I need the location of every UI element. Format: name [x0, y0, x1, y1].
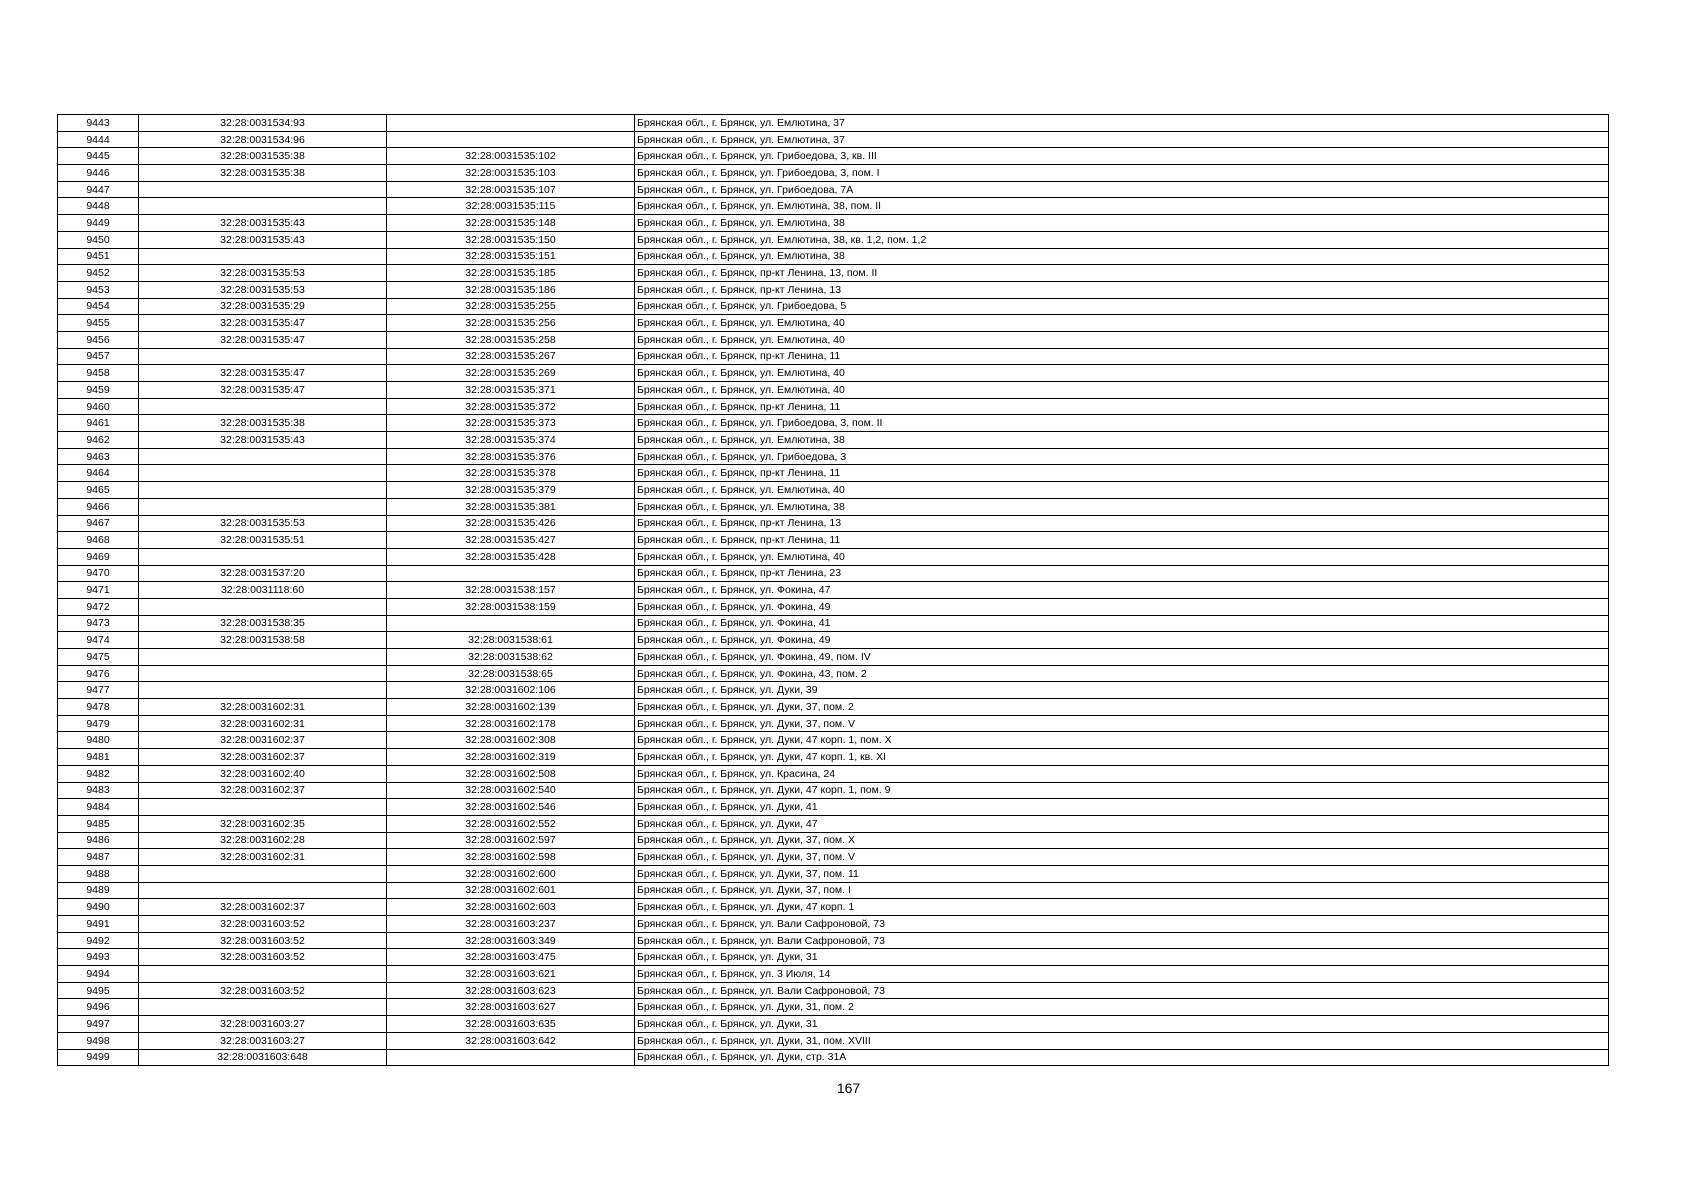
address-cell: Брянская обл., г. Брянск, пр-кт Ленина, 11: [635, 348, 1609, 365]
cadastral-number-cell: 32:28:0031535:53: [139, 265, 387, 282]
address-cell: Брянская обл., г. Брянск, ул. Дуки, 39: [635, 682, 1609, 699]
table-row: [58, 515, 1609, 532]
table-row: [58, 398, 1609, 415]
row-number-cell: 9443: [58, 115, 139, 132]
table-row: [58, 432, 1609, 449]
row-number-cell: 9465: [58, 482, 139, 499]
table-row: [58, 598, 1609, 615]
table-row: [58, 732, 1609, 749]
object-cadastral-number-cell: 32:28:0031538:157: [387, 582, 635, 599]
address-cell: Брянская обл., г. Брянск, ул. Дуки, 37, пом. V: [635, 715, 1609, 732]
object-cadastral-number-cell: 32:28:0031603:237: [387, 916, 635, 933]
row-number-cell: 9454: [58, 298, 139, 315]
table-row: [58, 148, 1609, 165]
row-number-cell: 9486: [58, 832, 139, 849]
object-cadastral-number-cell: 32:28:0031602:106: [387, 682, 635, 699]
object-cadastral-number-cell: 32:28:0031535:255: [387, 298, 635, 315]
cadastral-number-cell: [139, 882, 387, 899]
cadastral-number-cell: 32:28:0031535:43: [139, 231, 387, 248]
row-number-cell: 9479: [58, 715, 139, 732]
table-row: [58, 815, 1609, 832]
table-row: [58, 749, 1609, 766]
table-row: [58, 949, 1609, 966]
row-number-cell: 9463: [58, 448, 139, 465]
table-row: [58, 298, 1609, 315]
address-cell: Брянская обл., г. Брянск, пр-кт Ленина, 13, пом. II: [635, 265, 1609, 282]
address-cell: Брянская обл., г. Брянск, ул. Дуки, 37, пом. 2: [635, 699, 1609, 716]
table-row: [58, 932, 1609, 949]
object-cadastral-number-cell: 32:28:0031603:349: [387, 932, 635, 949]
cadastral-number-cell: 32:28:0031535:53: [139, 515, 387, 532]
table-row: [58, 532, 1609, 549]
row-number-cell: 9478: [58, 699, 139, 716]
row-number-cell: 9489: [58, 882, 139, 899]
row-number-cell: 9480: [58, 732, 139, 749]
cadastral-number-cell: [139, 649, 387, 666]
row-number-cell: 9467: [58, 515, 139, 532]
address-cell: Брянская обл., г. Брянск, ул. Фокина, 49, пом. IV: [635, 649, 1609, 666]
object-cadastral-number-cell: 32:28:0031535:269: [387, 365, 635, 382]
object-cadastral-number-cell: 32:28:0031602:139: [387, 699, 635, 716]
cadastral-number-cell: 32:28:0031602:35: [139, 815, 387, 832]
table-row: [58, 1049, 1609, 1066]
object-cadastral-number-cell: 32:28:0031535:256: [387, 315, 635, 332]
object-cadastral-number-cell: 32:28:0031602:178: [387, 715, 635, 732]
cadastral-number-cell: [139, 665, 387, 682]
table-row: [58, 248, 1609, 265]
address-cell: Брянская обл., г. Брянск, ул. Емлютина, 38, кв. 1,2, пом. 1,2: [635, 231, 1609, 248]
table-row: [58, 198, 1609, 215]
table-row: [58, 682, 1609, 699]
cadastral-number-cell: 32:28:0031535:47: [139, 382, 387, 399]
cadastral-number-cell: 32:28:0031603:52: [139, 932, 387, 949]
object-cadastral-number-cell: 32:28:0031535:115: [387, 198, 635, 215]
row-number-cell: 9448: [58, 198, 139, 215]
address-cell: Брянская обл., г. Брянск, ул. Фокина, 49: [635, 598, 1609, 615]
address-cell: Брянская обл., г. Брянск, ул. Вали Сафроновой, 73: [635, 916, 1609, 933]
table-row: [58, 482, 1609, 499]
row-number-cell: 9485: [58, 815, 139, 832]
row-number-cell: 9451: [58, 248, 139, 265]
cadastral-number-cell: 32:28:0031534:93: [139, 115, 387, 132]
address-cell: Брянская обл., г. Брянск, ул. Емлютина, 38, пом. II: [635, 198, 1609, 215]
address-cell: Брянская обл., г. Брянск, ул. Грибоедова, 7А: [635, 181, 1609, 198]
object-cadastral-number-cell: 32:28:0031535:426: [387, 515, 635, 532]
object-cadastral-number-cell: 32:28:0031602:598: [387, 849, 635, 866]
address-cell: Брянская обл., г. Брянск, ул. Грибоедова, 5: [635, 298, 1609, 315]
cadastral-number-cell: 32:28:0031535:47: [139, 365, 387, 382]
row-number-cell: 9490: [58, 899, 139, 916]
object-cadastral-number-cell: [387, 1049, 635, 1066]
address-cell: Брянская обл., г. Брянск, ул. Дуки, 37, пом. I: [635, 882, 1609, 899]
object-cadastral-number-cell: 32:28:0031535:427: [387, 532, 635, 549]
object-cadastral-number-cell: [387, 565, 635, 582]
row-number-cell: 9458: [58, 365, 139, 382]
table-row: [58, 465, 1609, 482]
row-number-cell: 9472: [58, 598, 139, 615]
row-number-cell: 9497: [58, 1016, 139, 1033]
address-cell: Брянская обл., г. Брянск, ул. Дуки, 47 корп. 1, пом. 9: [635, 782, 1609, 799]
cadastral-number-cell: [139, 465, 387, 482]
row-number-cell: 9450: [58, 231, 139, 248]
object-cadastral-number-cell: 32:28:0031603:475: [387, 949, 635, 966]
object-cadastral-number-cell: 32:28:0031535:102: [387, 148, 635, 165]
row-number-cell: 9462: [58, 432, 139, 449]
row-number-cell: 9487: [58, 849, 139, 866]
address-cell: Брянская обл., г. Брянск, ул. Грибоедова, 3, кв. III: [635, 148, 1609, 165]
row-number-cell: 9470: [58, 565, 139, 582]
address-cell: Брянская обл., г. Брянск, ул. Емлютина, 38: [635, 432, 1609, 449]
object-cadastral-number-cell: 32:28:0031535:378: [387, 465, 635, 482]
cadastral-number-cell: 32:28:0031535:29: [139, 298, 387, 315]
cadastral-number-cell: 32:28:0031535:47: [139, 331, 387, 348]
address-cell: Брянская обл., г. Брянск, ул. 3 Июля, 14: [635, 966, 1609, 983]
row-number-cell: 9498: [58, 1032, 139, 1049]
address-cell: Брянская обл., г. Брянск, ул. Емлютина, 40: [635, 482, 1609, 499]
property-table: [57, 114, 1609, 1066]
cadastral-number-cell: 32:28:0031602:37: [139, 732, 387, 749]
table-row: [58, 548, 1609, 565]
cadastral-number-cell: [139, 181, 387, 198]
page-number: 167: [836, 1080, 861, 1096]
row-number-cell: 9468: [58, 532, 139, 549]
object-cadastral-number-cell: 32:28:0031535:150: [387, 231, 635, 248]
object-cadastral-number-cell: 32:28:0031535:376: [387, 448, 635, 465]
table-row: [58, 699, 1609, 716]
object-cadastral-number-cell: 32:28:0031603:642: [387, 1032, 635, 1049]
row-number-cell: 9494: [58, 966, 139, 983]
table-row: [58, 799, 1609, 816]
address-cell: Брянская обл., г. Брянск, ул. Емлютина, 38: [635, 248, 1609, 265]
cadastral-number-cell: 32:28:0031538:58: [139, 632, 387, 649]
row-number-cell: 9483: [58, 782, 139, 799]
table-row: [58, 916, 1609, 933]
object-cadastral-number-cell: 32:28:0031538:62: [387, 649, 635, 666]
object-cadastral-number-cell: 32:28:0031538:159: [387, 598, 635, 615]
table-row: [58, 265, 1609, 282]
cadastral-number-cell: [139, 865, 387, 882]
object-cadastral-number-cell: 32:28:0031603:635: [387, 1016, 635, 1033]
table-row: [58, 315, 1609, 332]
object-cadastral-number-cell: 32:28:0031535:103: [387, 165, 635, 182]
table-row: [58, 231, 1609, 248]
row-number-cell: 9447: [58, 181, 139, 198]
cadastral-number-cell: 32:28:0031535:47: [139, 315, 387, 332]
address-cell: Брянская обл., г. Брянск, ул. Емлютина, 40: [635, 548, 1609, 565]
row-number-cell: 9473: [58, 615, 139, 632]
object-cadastral-number-cell: 32:28:0031538:61: [387, 632, 635, 649]
row-number-cell: 9445: [58, 148, 139, 165]
cadastral-number-cell: 32:28:0031602:40: [139, 765, 387, 782]
address-cell: Брянская обл., г. Брянск, ул. Дуки, 31, пом. XVIII: [635, 1032, 1609, 1049]
address-cell: Брянская обл., г. Брянск, ул. Вали Сафроновой, 73: [635, 982, 1609, 999]
address-cell: Брянская обл., г. Брянск, пр-кт Ленина, 11: [635, 398, 1609, 415]
table-row: [58, 1032, 1609, 1049]
row-number-cell: 9452: [58, 265, 139, 282]
object-cadastral-number-cell: 32:28:0031602:597: [387, 832, 635, 849]
row-number-cell: 9456: [58, 331, 139, 348]
object-cadastral-number-cell: 32:28:0031535:428: [387, 548, 635, 565]
cadastral-number-cell: [139, 999, 387, 1016]
table-row: [58, 982, 1609, 999]
object-cadastral-number-cell: 32:28:0031602:546: [387, 799, 635, 816]
table-row: [58, 448, 1609, 465]
address-cell: Брянская обл., г. Брянск, ул. Дуки, 31: [635, 949, 1609, 966]
cadastral-number-cell: [139, 398, 387, 415]
table-body: [58, 115, 1609, 1066]
address-cell: Брянская обл., г. Брянск, ул. Дуки, 37, пом. V: [635, 849, 1609, 866]
address-cell: Брянская обл., г. Брянск, ул. Емлютина, 40: [635, 382, 1609, 399]
table-row: [58, 165, 1609, 182]
object-cadastral-number-cell: 32:28:0031602:552: [387, 815, 635, 832]
address-cell: Брянская обл., г. Брянск, ул. Емлютина, 38: [635, 215, 1609, 232]
row-number-cell: 9496: [58, 999, 139, 1016]
row-number-cell: 9460: [58, 398, 139, 415]
row-number-cell: 9477: [58, 682, 139, 699]
cadastral-number-cell: 32:28:0031603:27: [139, 1016, 387, 1033]
cadastral-number-cell: 32:28:0031535:38: [139, 415, 387, 432]
row-number-cell: 9449: [58, 215, 139, 232]
address-cell: Брянская обл., г. Брянск, ул. Грибоедова, 3, пом. II: [635, 415, 1609, 432]
address-cell: Брянская обл., г. Брянск, ул. Грибоедова, 3, пом. I: [635, 165, 1609, 182]
address-cell: Брянская обл., г. Брянск, ул. Емлютина, 40: [635, 365, 1609, 382]
object-cadastral-number-cell: [387, 615, 635, 632]
row-number-cell: 9459: [58, 382, 139, 399]
row-number-cell: 9469: [58, 548, 139, 565]
row-number-cell: 9474: [58, 632, 139, 649]
table-row: [58, 1016, 1609, 1033]
row-number-cell: 9471: [58, 582, 139, 599]
object-cadastral-number-cell: 32:28:0031535:373: [387, 415, 635, 432]
object-cadastral-number-cell: 32:28:0031535:379: [387, 482, 635, 499]
object-cadastral-number-cell: 32:28:0031535:374: [387, 432, 635, 449]
cadastral-number-cell: 32:28:0031603:52: [139, 982, 387, 999]
cadastral-number-cell: [139, 198, 387, 215]
row-number-cell: 9481: [58, 749, 139, 766]
row-number-cell: 9482: [58, 765, 139, 782]
object-cadastral-number-cell: 32:28:0031535:151: [387, 248, 635, 265]
cadastral-number-cell: 32:28:0031535:38: [139, 165, 387, 182]
cadastral-number-cell: [139, 498, 387, 515]
row-number-cell: 9446: [58, 165, 139, 182]
address-cell: Брянская обл., г. Брянск, пр-кт Ленина, 13: [635, 281, 1609, 298]
address-cell: Брянская обл., г. Брянск, ул. Фокина, 43, пом. 2: [635, 665, 1609, 682]
object-cadastral-number-cell: 32:28:0031538:65: [387, 665, 635, 682]
table-row: [58, 999, 1609, 1016]
cadastral-number-cell: 32:28:0031537:20: [139, 565, 387, 582]
address-cell: Брянская обл., г. Брянск, ул. Емлютина, 37: [635, 131, 1609, 148]
cadastral-number-cell: [139, 598, 387, 615]
row-number-cell: 9444: [58, 131, 139, 148]
address-cell: Брянская обл., г. Брянск, ул. Дуки, 47 корп. 1, кв. XI: [635, 749, 1609, 766]
table-row: [58, 348, 1609, 365]
object-cadastral-number-cell: [387, 115, 635, 132]
table-row: [58, 765, 1609, 782]
address-cell: Брянская обл., г. Брянск, ул. Вали Сафроновой, 73: [635, 932, 1609, 949]
cadastral-number-cell: 32:28:0031535:43: [139, 215, 387, 232]
cadastral-number-cell: 32:28:0031603:52: [139, 916, 387, 933]
table-row: [58, 649, 1609, 666]
address-cell: Брянская обл., г. Брянск, ул. Емлютина, 40: [635, 331, 1609, 348]
table-row: [58, 498, 1609, 515]
object-cadastral-number-cell: 32:28:0031535:258: [387, 331, 635, 348]
address-cell: Брянская обл., г. Брянск, ул. Дуки, стр. 31А: [635, 1049, 1609, 1066]
object-cadastral-number-cell: 32:28:0031535:185: [387, 265, 635, 282]
address-cell: Брянская обл., г. Брянск, пр-кт Ленина, 11: [635, 465, 1609, 482]
cadastral-number-cell: [139, 682, 387, 699]
table-row: [58, 565, 1609, 582]
row-number-cell: 9492: [58, 932, 139, 949]
cadastral-number-cell: 32:28:0031602:37: [139, 782, 387, 799]
cadastral-number-cell: 32:28:0031535:51: [139, 532, 387, 549]
object-cadastral-number-cell: 32:28:0031602:508: [387, 765, 635, 782]
table-row: [58, 331, 1609, 348]
object-cadastral-number-cell: 32:28:0031535:148: [387, 215, 635, 232]
table-row: [58, 415, 1609, 432]
cadastral-number-cell: 32:28:0031535:38: [139, 148, 387, 165]
table-row: [58, 832, 1609, 849]
address-cell: Брянская обл., г. Брянск, ул. Дуки, 37, пом. 11: [635, 865, 1609, 882]
cadastral-number-cell: [139, 348, 387, 365]
row-number-cell: 9457: [58, 348, 139, 365]
table-row: [58, 665, 1609, 682]
table-row: [58, 215, 1609, 232]
cadastral-number-cell: 32:28:0031603:27: [139, 1032, 387, 1049]
address-cell: Брянская обл., г. Брянск, ул. Дуки, 41: [635, 799, 1609, 816]
address-cell: Брянская обл., г. Брянск, ул. Фокина, 49: [635, 632, 1609, 649]
cadastral-number-cell: [139, 448, 387, 465]
row-number-cell: 9493: [58, 949, 139, 966]
table-row: [58, 382, 1609, 399]
row-number-cell: 9484: [58, 799, 139, 816]
cadastral-number-cell: 32:28:0031603:52: [139, 949, 387, 966]
row-number-cell: 9475: [58, 649, 139, 666]
table-row: [58, 865, 1609, 882]
address-cell: Брянская обл., г. Брянск, ул. Дуки, 37, пом. X: [635, 832, 1609, 849]
table-row: [58, 615, 1609, 632]
address-cell: Брянская обл., г. Брянск, ул. Дуки, 47: [635, 815, 1609, 832]
object-cadastral-number-cell: 32:28:0031535:372: [387, 398, 635, 415]
row-number-cell: 9453: [58, 281, 139, 298]
table-row: [58, 849, 1609, 866]
row-number-cell: 9499: [58, 1049, 139, 1066]
table-row: [58, 882, 1609, 899]
object-cadastral-number-cell: 32:28:0031602:319: [387, 749, 635, 766]
table-row: [58, 632, 1609, 649]
cadastral-number-cell: 32:28:0031602:31: [139, 849, 387, 866]
cadastral-number-cell: 32:28:0031535:43: [139, 432, 387, 449]
table-row: [58, 715, 1609, 732]
cadastral-number-cell: 32:28:0031535:53: [139, 281, 387, 298]
object-cadastral-number-cell: 32:28:0031535:381: [387, 498, 635, 515]
cadastral-number-cell: 32:28:0031602:28: [139, 832, 387, 849]
table-row: [58, 365, 1609, 382]
object-cadastral-number-cell: 32:28:0031535:371: [387, 382, 635, 399]
object-cadastral-number-cell: [387, 131, 635, 148]
object-cadastral-number-cell: 32:28:0031602:540: [387, 782, 635, 799]
object-cadastral-number-cell: 32:28:0031602:308: [387, 732, 635, 749]
table-row: [58, 582, 1609, 599]
object-cadastral-number-cell: 32:28:0031535:186: [387, 281, 635, 298]
address-cell: Брянская обл., г. Брянск, ул. Емлютина, 40: [635, 315, 1609, 332]
cadastral-number-cell: [139, 966, 387, 983]
row-number-cell: 9476: [58, 665, 139, 682]
table-row: [58, 782, 1609, 799]
address-cell: Брянская обл., г. Брянск, пр-кт Ленина, 13: [635, 515, 1609, 532]
cadastral-number-cell: 32:28:0031602:31: [139, 699, 387, 716]
row-number-cell: 9461: [58, 415, 139, 432]
cadastral-number-cell: [139, 799, 387, 816]
row-number-cell: 9464: [58, 465, 139, 482]
object-cadastral-number-cell: 32:28:0031603:621: [387, 966, 635, 983]
address-cell: Брянская обл., г. Брянск, ул. Красина, 24: [635, 765, 1609, 782]
address-cell: Брянская обл., г. Брянск, ул. Грибоедова, 3: [635, 448, 1609, 465]
table-row: [58, 281, 1609, 298]
object-cadastral-number-cell: 32:28:0031603:623: [387, 982, 635, 999]
row-number-cell: 9466: [58, 498, 139, 515]
cadastral-number-cell: 32:28:0031602:31: [139, 715, 387, 732]
cadastral-number-cell: 32:28:0031602:37: [139, 749, 387, 766]
object-cadastral-number-cell: 32:28:0031603:627: [387, 999, 635, 1016]
address-cell: Брянская обл., г. Брянск, ул. Дуки, 31: [635, 1016, 1609, 1033]
address-cell: Брянская обл., г. Брянск, ул. Фокина, 47: [635, 582, 1609, 599]
address-cell: Брянская обл., г. Брянск, ул. Дуки, 47 корп. 1, пом. X: [635, 732, 1609, 749]
table-row: [58, 899, 1609, 916]
cadastral-number-cell: 32:28:0031118:60: [139, 582, 387, 599]
address-cell: Брянская обл., г. Брянск, ул. Емлютина, 37: [635, 115, 1609, 132]
row-number-cell: 9488: [58, 865, 139, 882]
cadastral-number-cell: 32:28:0031534:96: [139, 131, 387, 148]
row-number-cell: 9455: [58, 315, 139, 332]
object-cadastral-number-cell: 32:28:0031535:107: [387, 181, 635, 198]
object-cadastral-number-cell: 32:28:0031602:601: [387, 882, 635, 899]
address-cell: Брянская обл., г. Брянск, ул. Дуки, 31, пом. 2: [635, 999, 1609, 1016]
cadastral-number-cell: [139, 482, 387, 499]
row-number-cell: 9491: [58, 916, 139, 933]
row-number-cell: 9495: [58, 982, 139, 999]
cadastral-number-cell: 32:28:0031538:35: [139, 615, 387, 632]
address-cell: Брянская обл., г. Брянск, пр-кт Ленина, 23: [635, 565, 1609, 582]
cadastral-number-cell: 32:28:0031603:648: [139, 1049, 387, 1066]
object-cadastral-number-cell: 32:28:0031602:600: [387, 865, 635, 882]
table-row: [58, 131, 1609, 148]
table-row: [58, 181, 1609, 198]
address-cell: Брянская обл., г. Брянск, ул. Фокина, 41: [635, 615, 1609, 632]
address-cell: Брянская обл., г. Брянск, ул. Емлютина, 38: [635, 498, 1609, 515]
table-row: [58, 966, 1609, 983]
address-cell: Брянская обл., г. Брянск, ул. Дуки, 47 корп. 1: [635, 899, 1609, 916]
object-cadastral-number-cell: 32:28:0031602:603: [387, 899, 635, 916]
table-row: [58, 115, 1609, 132]
cadastral-number-cell: [139, 548, 387, 565]
object-cadastral-number-cell: 32:28:0031535:267: [387, 348, 635, 365]
cadastral-number-cell: 32:28:0031602:37: [139, 899, 387, 916]
address-cell: Брянская обл., г. Брянск, пр-кт Ленина, 11: [635, 532, 1609, 549]
cadastral-number-cell: [139, 248, 387, 265]
